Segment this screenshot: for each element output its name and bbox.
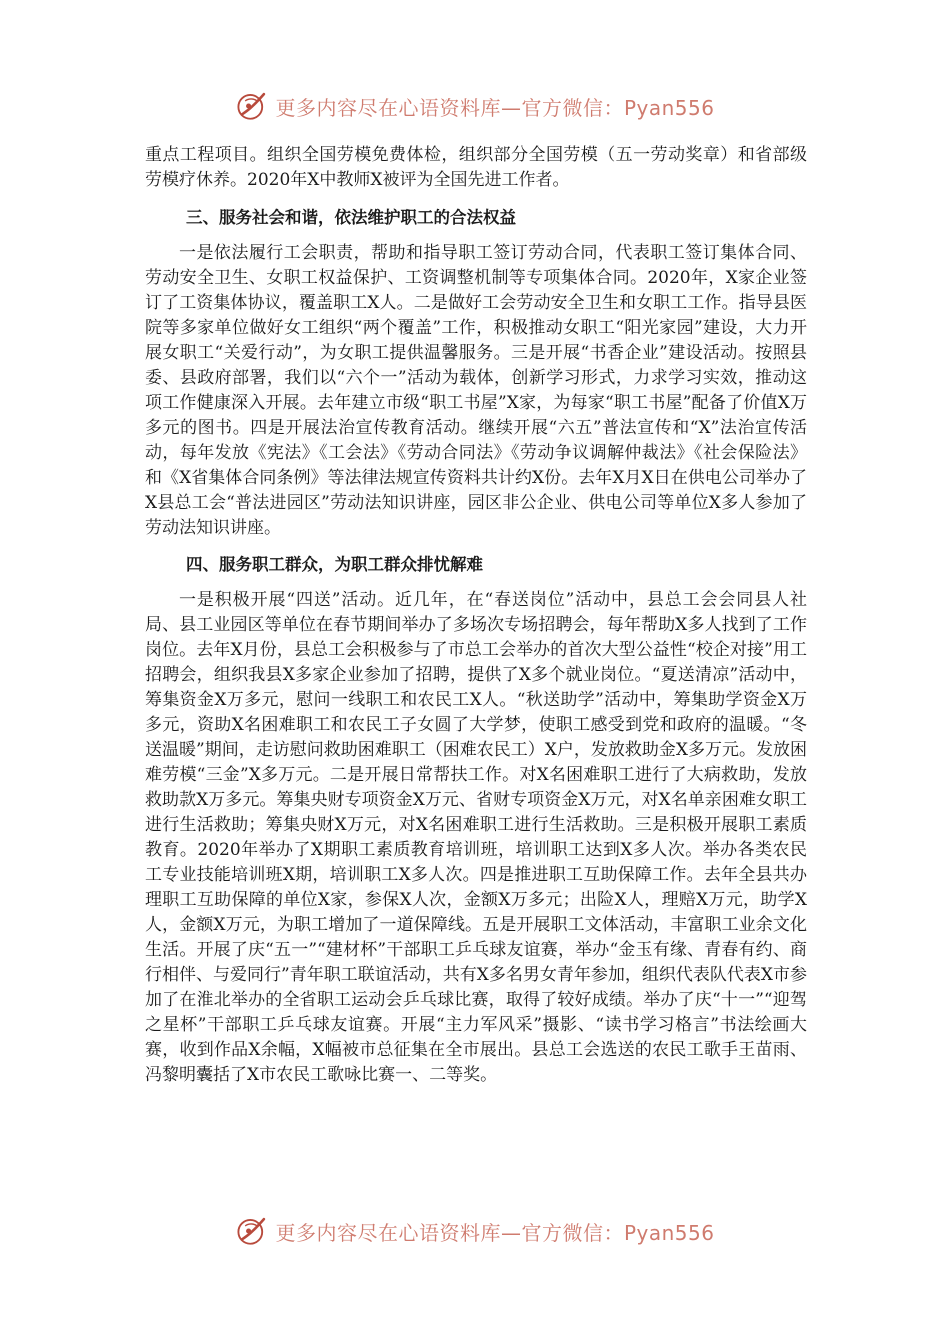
intro-paragraph: 重点工程项目。组织全国劳模免费体检，组织部分全国劳模（五一劳动奖章）和省部级劳模疗休养。2020年X中教师X被评为全国先进工作者。 <box>145 145 807 190</box>
watermark-text: 更多内容尽在心语资料库—官方微信：Pyan556 <box>275 1220 715 1245</box>
section-3-paragraph: 一是依法履行工会职责，帮助和指导职工签订劳动合同，代表职工签订集体合同、劳动安全卫生、女职工权益保护、工资调整机制等专项集体合同。2020年，X家企业签订了工资集体协议，覆盖职工X人。二是做好工会劳动安全卫生和女职工工作。指导县医院等多家单位做好女工组织“两个覆盖”工作，积极推动女职工“阳光家园”建设，大力开展女职工“关爱行动”，为女职工提供温馨服务。三是开展“书香企业”建设活动。按照县委、县政府部署，我们以“六个一”活动为载体，创新学习形式，力求学习实效，推动这项工作健康深入开展。去年建立市级“职工书屋”X家，为每家“职工书屋”配备了价值X万多元的图书。四是开展法治宣传教育活动。继续开展“六五”普法宣传和“X”法治宣传活动，每年发放《宪法》《工会法》《劳动合同法》《劳动争议调解仲裁法》《社会保险法》和《X省集体合同条例》等法律法规宣传资料共计约X份。去年X月X日在供电公司举办了X县总工会“普法进园区”劳动法知识讲座，园区非公企业、供电公司等单位X多人参加了劳动法知识讲座。 <box>145 243 807 538</box>
section-4-heading: 四、服务职工群众，为职工群众排忧解难 <box>186 555 483 574</box>
pen-logo-icon <box>235 89 269 123</box>
document-body <box>145 143 807 1088</box>
watermark-text: 更多内容尽在心语资料库—官方微信：Pyan556 <box>275 95 715 120</box>
watermark-banner-bottom <box>0 1211 950 1251</box>
section-4-paragraph: 一是积极开展“四送”活动。近几年，在“春送岗位”活动中，县总工会会同县人社局、县工业园区等单位在春节期间举办了多场次专场招聘会，每年帮助X多人找到了工作岗位。去年X月份，县总工会积极参与了市总工会举办的首次大型公益性“校企对接”用工招聘会，组织我县X多家企业参加了招聘，提供了X多个就业岗位。“夏送清凉”活动中，筹集资金X万多元，慰问一线职工和农民工X人。“秋送助学”活动中，筹集助学资金X万多元，资助X名困难职工和农民工子女圆了大学梦，使职工感受到党和政府的温暖。“冬送温暖”期间，走访慰问救助困难职工（困难农民工）X户，发放救助金X多万元。发放困难劳模“三金”X多万元。二是开展日常帮扶工作。对X名困难职工进行了大病救助，发放救助款X万多元。筹集央财专项资金X万元、省财专项资金X万元，对X名单亲困难女职工进行生活救助；筹集央财X万元，对X名困难职工进行生活救助。三是积极开展职工素质教育。2020年举办了X期职工素质教育培训班，培训职工达到X多人次。举办各类农民工专业技能培训班X期，培训职工X多人次。四是推进职工互助保障工作。去年全县共办理职工互助保障的单位X家，参保X人次，金额X万多元；出险X人，理赔X万元，助学X人，金额X万元，为职工增加了一道保障线。五是开展职工文体活动，丰富职工业余文化生活。开展了庆“五一”“建材杯”干部职工乒乓球友谊赛，举办“金玉有缘、青春有约、商行相伴、与爱同行”青年职工联谊活动，共有X多名男女青年参加，组织代表队代表X市参加了在淮北举办的全省职工运动会乒乓球比赛，取得了较好成绩。举办了庆“十一”“迎驾之星杯”干部职工乒乓球友谊赛。开展“主力军风采”摄影、“读书学习格言”书法绘画大赛，收到作品X余幅，X幅被市总征集在全市展出。县总工会选送的农民工歌手王苗雨、冯黎明囊括了X市农民工歌咏比赛一、二等奖。 <box>145 590 807 1085</box>
section-3-heading: 三、服务社会和谐，依法维护职工的合法权益 <box>186 208 516 227</box>
watermark-banner-top <box>0 86 950 126</box>
pen-logo-icon <box>235 1214 269 1248</box>
